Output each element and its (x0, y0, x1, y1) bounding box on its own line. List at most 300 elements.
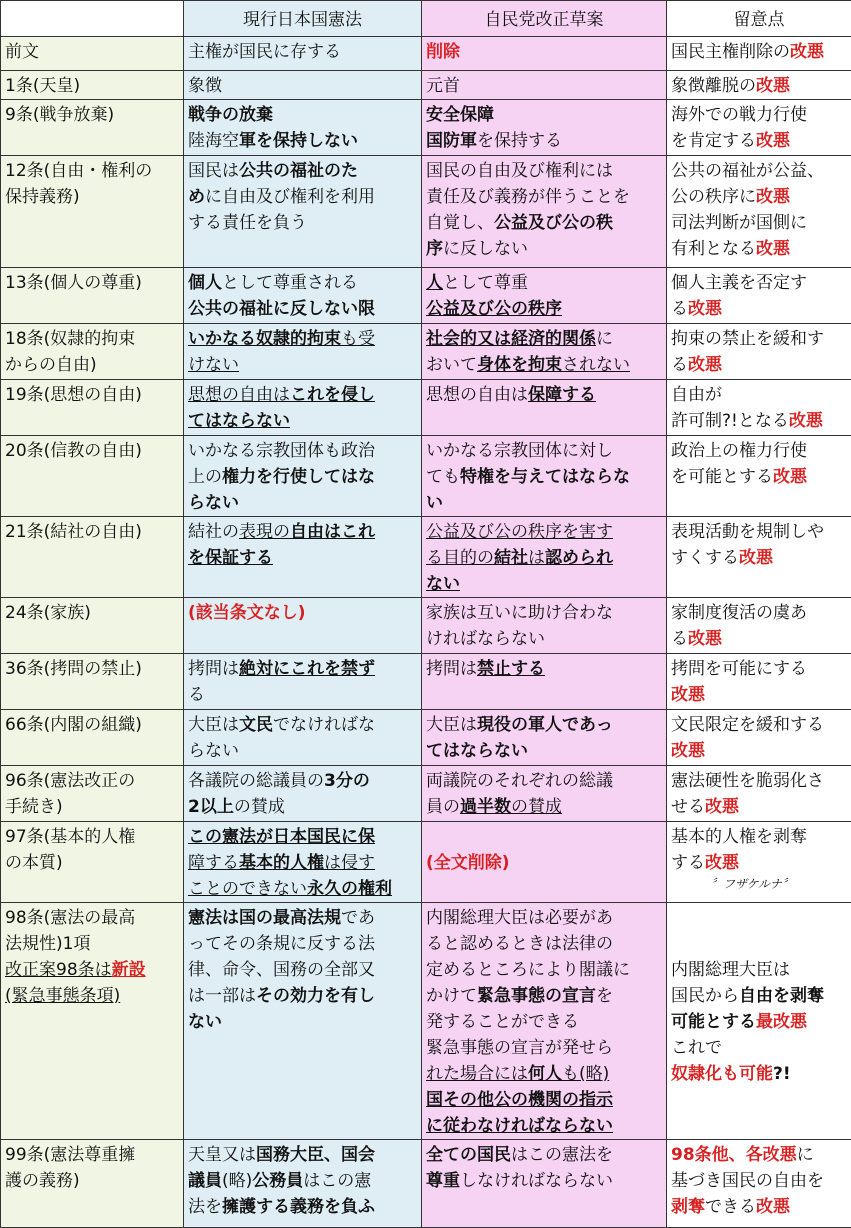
text-segment: 人 (426, 273, 443, 293)
text-segment: この憲法が日本国民に保 (188, 827, 375, 847)
text-segment: (全文削除) (426, 853, 510, 873)
cell-line (426, 1035, 662, 1061)
text-segment: を (596, 986, 613, 1006)
text-segment: 象徴離脱の (671, 76, 756, 96)
text-segment: 禁止する (477, 659, 545, 679)
text-segment: 大臣は (426, 715, 477, 735)
text-segment: 改悪 (756, 76, 790, 96)
cell-line (426, 270, 662, 296)
cell-line (188, 738, 417, 764)
text-segment: はこの憲法を (511, 1145, 613, 1165)
article-cell (1, 156, 184, 268)
text-segment: 〞フザケルナ〞 (671, 876, 847, 892)
cell-line (426, 957, 662, 983)
cell-line (426, 794, 662, 820)
text-segment: 員の (426, 797, 460, 817)
text-segment: 有利となる (671, 239, 756, 259)
notes-cell (667, 100, 851, 156)
ldp-draft-cell (422, 766, 667, 822)
text-segment: ない (188, 1012, 222, 1032)
cell-line (426, 296, 662, 322)
cell-line (188, 768, 417, 794)
text-segment: でなければな (273, 715, 375, 735)
cell-line (426, 712, 662, 738)
cell-line (671, 1035, 847, 1061)
text-segment: かけて (426, 986, 477, 1006)
text-segment: に自由及び権利を利用 (205, 187, 375, 207)
cell-line (671, 1061, 847, 1087)
article-label: 96条(憲法改正の (5, 768, 179, 794)
text-segment: 定めるところにより閣議に (426, 960, 630, 980)
cell-line (426, 850, 662, 876)
text-segment: 拘束の禁止を緩和す (671, 329, 824, 349)
text-segment: 法を (188, 1197, 222, 1217)
cell-line (426, 905, 662, 931)
table-row (1, 766, 851, 822)
table-row (1, 517, 851, 598)
text-segment: 公務員 (252, 1171, 303, 1191)
text-segment: 戦争の放棄 (188, 105, 273, 125)
text-segment: 改悪 (688, 299, 722, 319)
text-segment: 国防軍 (426, 131, 477, 151)
text-segment: 律、命令、国務の全部又 (188, 960, 375, 980)
text-segment: に (797, 1145, 814, 1165)
text-segment: 許可制?!となる (671, 411, 789, 431)
text-segment: に反しない (443, 239, 528, 259)
cell-line (188, 656, 417, 682)
notes-cell (667, 822, 851, 903)
cell-line (188, 352, 417, 378)
text-segment: ければならない (426, 629, 545, 649)
cell-line (188, 1194, 417, 1220)
cell-line (426, 738, 662, 764)
text-segment: 拷問を可能にする (671, 659, 807, 679)
text-segment: る (671, 629, 688, 649)
text-segment: 改悪 (773, 467, 807, 487)
cell-line (188, 438, 417, 464)
text-segment: に (596, 329, 613, 349)
text-segment: 過半数 (460, 797, 511, 817)
cell-line (671, 1194, 847, 1220)
text-segment: 両議院のそれぞれの総議 (426, 771, 613, 791)
cell-line (426, 382, 662, 408)
text-segment: 絶対にこれを禁ず (239, 659, 375, 679)
article-label: 手続き) (5, 794, 179, 820)
ldp-draft-cell (422, 903, 667, 1140)
cell-line (671, 545, 847, 571)
article-label: 24条(家族) (5, 600, 179, 626)
article-label: 1条(天皇) (5, 73, 179, 99)
table-row (1, 822, 851, 903)
article-label: 36条(拷問の禁止) (5, 656, 179, 682)
cell-line (426, 626, 662, 652)
article-cell (1, 380, 184, 436)
text-segment: 擁護する義務を負ふ (222, 1197, 375, 1217)
current-constitution-cell (184, 71, 422, 100)
cell-line (188, 382, 417, 408)
text-segment: 文民 (239, 715, 273, 735)
text-segment: は侵す (324, 853, 375, 873)
notes-cell (667, 324, 851, 380)
text-segment: 最改悪 (756, 1012, 807, 1032)
text-segment: 安全保障 (426, 105, 494, 125)
table-row (1, 710, 851, 766)
text-segment: 天皇又は (188, 1145, 256, 1165)
text-segment: らない (188, 741, 239, 761)
cell-line (426, 545, 662, 571)
text-segment: は一部は (188, 986, 256, 1006)
text-segment: いかなる宗教団体も政治 (188, 441, 375, 461)
text-segment: 改悪 (756, 1197, 790, 1217)
text-segment: 身体を拘束 (477, 355, 562, 375)
text-segment: 公共の福祉が公益、 (671, 161, 824, 181)
text-segment: 特権を与えてはならな (460, 467, 630, 487)
text-segment: 国務大臣、国会 (256, 1145, 375, 1165)
article-cell (1, 822, 184, 903)
table-row (1, 268, 851, 324)
header-row (1, 1, 851, 37)
table-row (1, 654, 851, 710)
text-segment: 陸海空 (188, 131, 239, 151)
text-segment: であ (341, 908, 375, 928)
article-label: 前文 (5, 39, 179, 65)
text-segment: 個人 (188, 273, 222, 293)
text-segment: 自由が (671, 385, 722, 405)
cell-line (671, 824, 847, 850)
table-row (1, 156, 851, 268)
cell-line (671, 1142, 847, 1168)
cell-line (188, 73, 417, 99)
text-segment: 憲法硬性を脆弱化さ (671, 771, 824, 791)
text-segment: 国民は (188, 161, 239, 181)
text-segment: る目的の (426, 548, 494, 568)
text-segment: 改悪 (705, 797, 739, 817)
text-segment: 内閣総理大臣は必要があ (426, 908, 613, 928)
table-row (1, 436, 851, 517)
ldp-draft-cell (422, 598, 667, 654)
article-cell (1, 324, 184, 380)
text-segment: を保持しない (256, 131, 358, 151)
cell-line (188, 983, 417, 1009)
notes-cell (667, 71, 851, 100)
ldp-draft-cell (422, 37, 667, 71)
cell-line (671, 270, 847, 296)
text-segment: その効力を有し (256, 986, 375, 1006)
article-cell (1, 654, 184, 710)
text-segment: を保持する (477, 131, 562, 151)
article-cell (1, 71, 184, 100)
current-constitution-cell (184, 766, 422, 822)
text-segment: 基づき国民の自由を (671, 1171, 824, 1191)
text-segment: を可能とする (671, 467, 773, 487)
cell-line (188, 824, 417, 850)
text-segment: (略) (222, 1171, 252, 1191)
cell-line (188, 850, 417, 876)
text-segment: 保障する (528, 385, 596, 405)
text-segment: 主権が国民に存する (188, 42, 341, 62)
article-label: 護の義務) (5, 1168, 179, 1194)
cell-line (671, 1009, 847, 1035)
cell-line (671, 73, 847, 99)
text-segment: も受 (341, 329, 375, 349)
current-constitution-cell (184, 517, 422, 598)
cell-line (426, 438, 662, 464)
cell-line (671, 794, 847, 820)
cell-line (188, 128, 417, 154)
text-segment: 2以上 (188, 797, 234, 817)
cell-line (671, 326, 847, 352)
notes-cell (667, 37, 851, 71)
text-segment: 永久の権利 (307, 879, 392, 899)
article-cell (1, 268, 184, 324)
text-segment: らない (188, 493, 239, 513)
cell-line (671, 464, 847, 490)
text-segment: する責任を負う (188, 213, 307, 233)
cell-line (426, 102, 662, 128)
text-segment: 発することができる (426, 1012, 579, 1032)
article-cell (1, 710, 184, 766)
text-segment: 個人主義を否定す (671, 273, 807, 293)
text-segment: 象徴 (188, 76, 222, 96)
current-constitution-cell (184, 903, 422, 1140)
cell-line (426, 1061, 662, 1087)
text-segment: も(略) (562, 1064, 609, 1084)
text-segment: (緊急事態条項) (5, 986, 120, 1006)
text-segment: 公益及び公の秩序 (426, 299, 562, 319)
article-cell (1, 517, 184, 598)
table-row (1, 71, 851, 100)
text-segment: 改悪 (705, 853, 739, 873)
text-segment: 緊急事態の宣言が発せら (426, 1038, 613, 1058)
text-segment: 障する (188, 853, 239, 873)
cell-line (188, 682, 417, 708)
text-segment: 政治上の権力行使 (671, 441, 807, 461)
ldp-draft-cell (422, 517, 667, 598)
text-segment: 序 (426, 239, 443, 259)
text-segment: 拷問は (188, 659, 239, 679)
ldp-draft-cell (422, 1140, 667, 1228)
text-segment: 表現活動を規制しや (671, 522, 824, 542)
text-segment: 上の (188, 467, 222, 487)
article-label: 18条(奴隷的拘束 (5, 326, 179, 352)
text-segment: の賛成 (234, 797, 285, 817)
text-segment: 改悪 (671, 685, 705, 705)
table-row (1, 903, 851, 1140)
text-segment: しなければならない (460, 1171, 613, 1191)
text-segment: 社会的又は経済的関係 (426, 329, 596, 349)
text-segment: てはならない (426, 741, 528, 761)
cell-line (188, 1168, 417, 1194)
current-constitution-cell (184, 156, 422, 268)
text-segment: てはならない (188, 411, 290, 431)
cell-line (426, 519, 662, 545)
text-segment: 軍 (239, 131, 256, 151)
cell-line (188, 102, 417, 128)
cell-line (426, 464, 662, 490)
cell-line (188, 957, 417, 983)
header-ldp-draft: 自民党改正草案 (422, 1, 667, 37)
text-segment: る (671, 299, 688, 319)
text-segment: 自由を剥奪 (739, 986, 824, 1006)
text-segment: 思想の自由は (188, 385, 290, 405)
article-label: 97条(基本的人権 (5, 824, 179, 850)
header-article (1, 1, 184, 37)
cell-line (671, 656, 847, 682)
cell-line (188, 408, 417, 434)
cell-line (426, 158, 662, 184)
text-segment: できる (705, 1197, 756, 1217)
article-cell (1, 100, 184, 156)
current-constitution-cell (184, 100, 422, 156)
text-segment: 拷問は (426, 659, 477, 679)
header-notes: 留意点 (667, 1, 851, 37)
ldp-draft-cell (422, 324, 667, 380)
cell-line (426, 768, 662, 794)
text-segment: 新設 (112, 960, 146, 980)
cell-line (188, 490, 417, 516)
article-label: 12条(自由・権利の (5, 158, 179, 184)
text-segment: ことのできない (188, 879, 307, 899)
cell-line (188, 712, 417, 738)
text-segment: 公共の福祉のた (239, 161, 358, 181)
article-cell (1, 37, 184, 71)
text-segment: 削除 (426, 42, 460, 62)
text-segment: 憲法は国の最高法規 (188, 908, 341, 928)
cell-line (671, 296, 847, 322)
article-cell (1, 766, 184, 822)
cell-line (671, 210, 847, 236)
cell-line (188, 464, 417, 490)
text-segment: いかなる宗教団体に対し (426, 441, 613, 461)
table-row (1, 380, 851, 436)
text-segment: を保証する (188, 548, 273, 568)
text-segment: 思想の自由は (426, 385, 528, 405)
cell-line (671, 236, 847, 262)
text-segment: 改悪 (688, 629, 722, 649)
text-segment: 文民限定を緩和する (671, 715, 824, 735)
cell-line (188, 158, 417, 184)
cell-line (426, 128, 662, 154)
text-segment: 大臣は (188, 715, 239, 735)
text-segment: 自由はこれ (290, 522, 375, 542)
current-constitution-cell (184, 822, 422, 903)
notes-cell (667, 1140, 851, 1228)
text-segment: 各議院の総議員の (188, 771, 324, 791)
cell-line (188, 519, 417, 545)
ldp-draft-cell (422, 654, 667, 710)
cell-line (426, 352, 662, 378)
text-segment: する (671, 853, 705, 873)
cell-line (426, 571, 662, 597)
text-segment: 改悪 (739, 548, 773, 568)
cell-line (426, 1142, 662, 1168)
text-segment: 公益及び公の秩 (494, 213, 613, 233)
text-segment: 認められ (545, 548, 613, 568)
text-segment: る (188, 685, 205, 705)
article-label: 99条(憲法尊重擁 (5, 1142, 179, 1168)
text-segment: (該当条文なし) (188, 603, 306, 623)
cell-line (671, 626, 847, 652)
text-segment: 国民から (671, 986, 739, 1006)
text-segment: ってその条規に反する法 (188, 934, 375, 954)
cell-line (671, 957, 847, 983)
notes-cell (667, 903, 851, 1140)
article-label: 13条(個人の尊重) (5, 270, 179, 296)
ldp-draft-cell (422, 268, 667, 324)
text-segment: ?! (773, 1064, 791, 1084)
text-segment: 改悪 (789, 411, 823, 431)
cell-line (671, 712, 847, 738)
text-segment: けない (188, 355, 239, 375)
ldp-draft-cell (422, 710, 667, 766)
cell-line (426, 490, 662, 516)
cell-line (671, 519, 847, 545)
cell-line (671, 876, 847, 892)
cell-line (426, 1087, 662, 1113)
text-segment: 国民主権削除の (671, 42, 790, 62)
text-segment: 緊急事態の宣言 (477, 986, 596, 1006)
text-segment: 改正案98条は (5, 960, 112, 980)
cell-line (426, 73, 662, 99)
text-segment: る (671, 355, 688, 375)
text-segment: 責任及び義務が伴うことを (426, 187, 630, 207)
text-segment: これで (671, 1038, 722, 1058)
text-segment: 改悪 (756, 239, 790, 259)
current-constitution-cell (184, 1140, 422, 1228)
ldp-draft-cell (422, 436, 667, 517)
cell-line (671, 128, 847, 154)
header-current-constitution: 現行日本国憲法 (184, 1, 422, 37)
article-label: の本質) (5, 850, 179, 876)
text-segment: 改悪 (756, 187, 790, 207)
article-cell (1, 903, 184, 1140)
text-segment: すくする (671, 548, 739, 568)
cell-line (426, 1009, 662, 1035)
article-cell (1, 1140, 184, 1228)
table-row (1, 37, 851, 71)
text-segment: これを侵し (290, 385, 375, 405)
text-segment: 結社の (188, 522, 239, 542)
cell-line (426, 931, 662, 957)
text-segment: おいて (426, 355, 477, 375)
text-segment: め (188, 187, 205, 207)
cell-line (426, 210, 662, 236)
text-segment: 国その他公の機関の指示 (426, 1090, 613, 1110)
cell-line (671, 382, 847, 408)
text-segment: 剥奪 (671, 1197, 705, 1217)
text-segment: はこの憲 (303, 1171, 371, 1191)
cell-line (5, 983, 179, 1009)
notes-cell (667, 268, 851, 324)
cell-line (671, 600, 847, 626)
text-segment: は (528, 548, 545, 568)
text-segment: 改悪 (671, 741, 705, 761)
cell-line (188, 210, 417, 236)
current-constitution-cell (184, 324, 422, 380)
notes-cell (667, 654, 851, 710)
text-segment: 公益及び公の秩序を害す (426, 522, 613, 542)
text-segment: 3分の (324, 771, 370, 791)
ldp-draft-cell (422, 380, 667, 436)
cell-line (188, 326, 417, 352)
text-segment: せる (671, 797, 705, 817)
cell-line (426, 236, 662, 262)
text-segment: 元首 (426, 76, 460, 96)
text-segment: 司法判断が国側に (671, 213, 807, 233)
table-row (1, 100, 851, 156)
cell-line (671, 850, 847, 876)
text-segment: 可能とする (671, 1012, 756, 1032)
